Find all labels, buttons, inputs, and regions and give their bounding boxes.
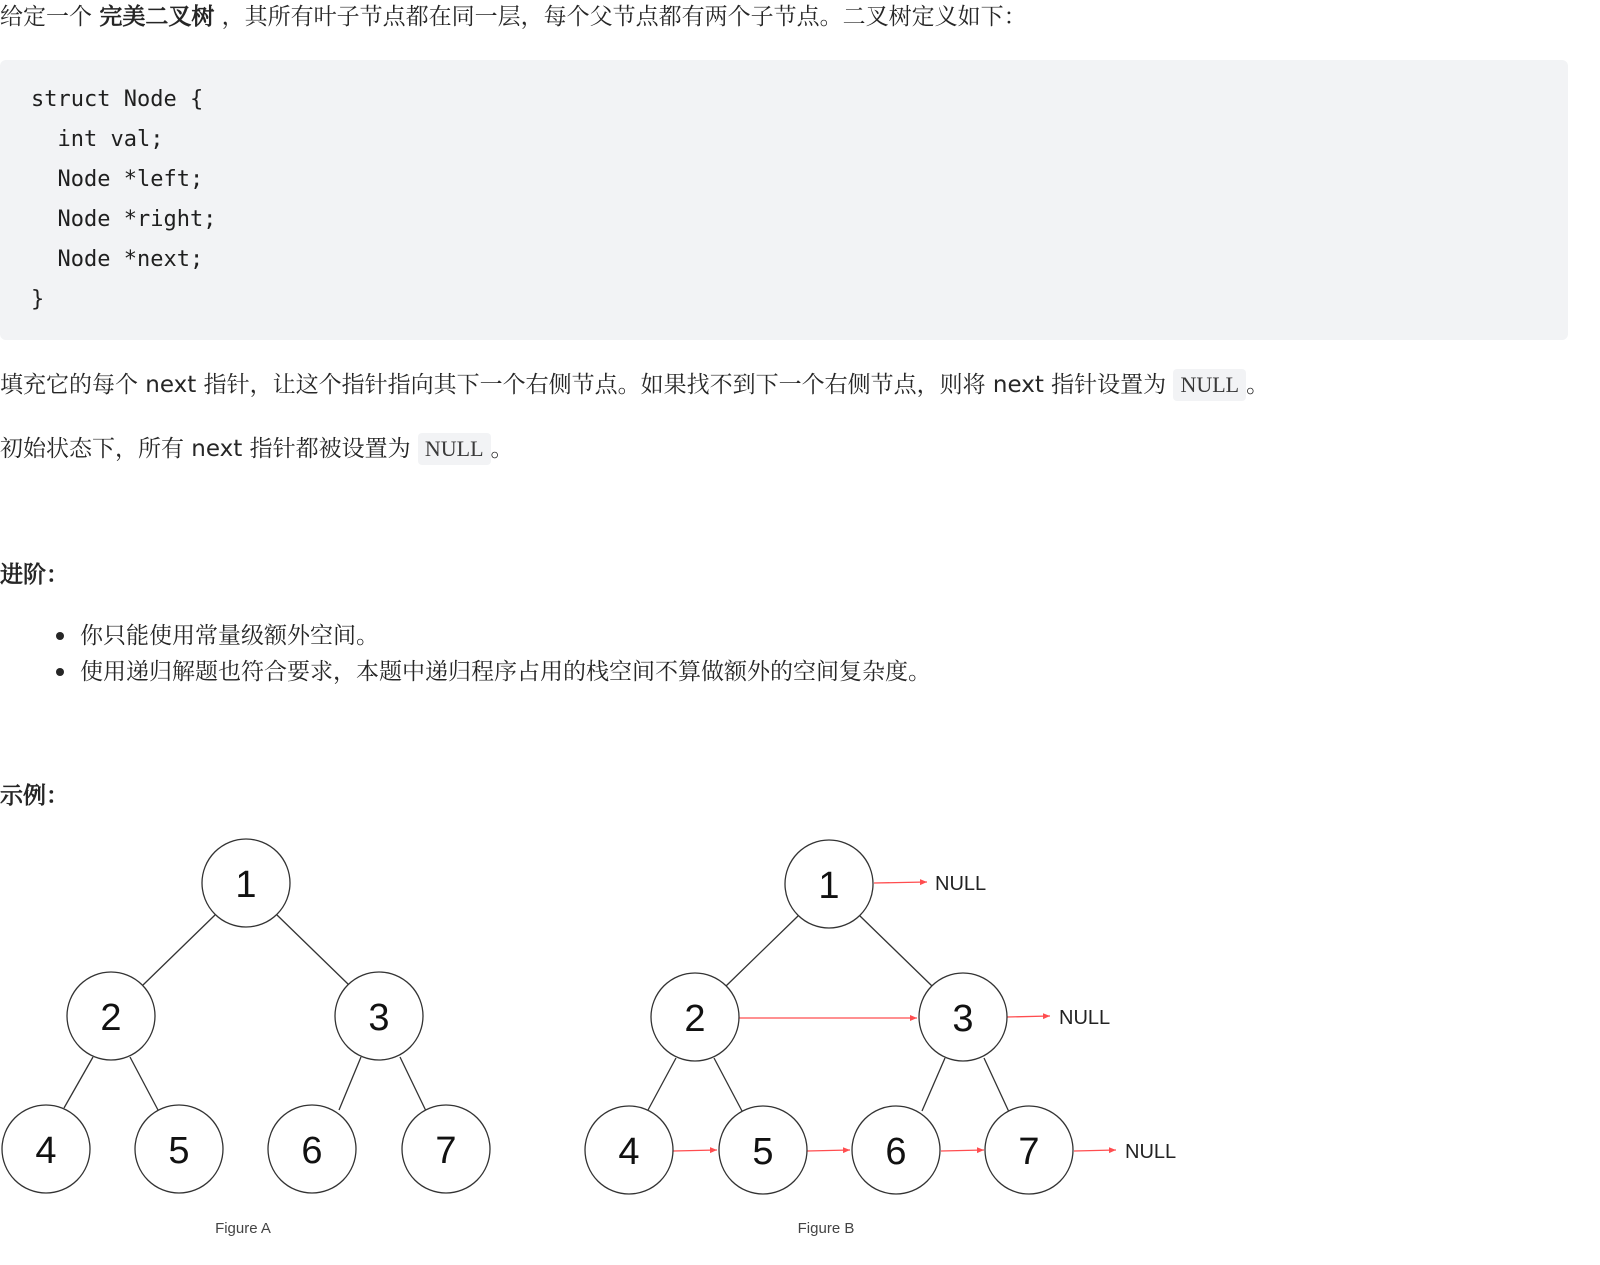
figure-a: [2, 839, 490, 1237]
paragraph-text: 初始状态下，所有 next 指针都被设置为: [0, 436, 411, 462]
inline-code-null: NULL: [418, 433, 491, 465]
tree-node: [985, 1106, 1073, 1194]
code-block: [0, 60, 1568, 340]
intro-suffix: ，其所有叶子节点都在同一层，每个父节点都有两个子节点。二叉树定义如下：: [221, 4, 1027, 30]
tree-edge: [648, 1058, 676, 1110]
example-heading: 示例：: [0, 783, 69, 809]
figure-caption: Figure A: [215, 1220, 271, 1237]
node-label: 1: [235, 864, 257, 906]
tree-edge: [400, 1057, 426, 1111]
tree-node: [202, 839, 290, 927]
node-label: 1: [818, 865, 840, 907]
tree-node: [67, 972, 155, 1060]
node-label: 2: [100, 997, 122, 1039]
tree-edge: [726, 916, 798, 986]
paragraph-end: 。: [1246, 372, 1270, 398]
tree-edge: [130, 1057, 158, 1110]
tree-node: [135, 1105, 223, 1193]
tree-node: [335, 972, 423, 1060]
next-pointer-arrow: [1007, 1016, 1050, 1017]
tree-node: [785, 840, 873, 928]
paragraph-end: 。: [490, 436, 514, 462]
node-label: 3: [368, 997, 390, 1039]
next-pointer-paragraph: [0, 368, 1269, 402]
list-item: 你只能使用常量级额外空间。: [80, 618, 931, 654]
node-label: 5: [168, 1130, 190, 1172]
example-figures: [0, 820, 1200, 1250]
inline-code-null: NULL: [1173, 369, 1246, 401]
tree-edge: [984, 1058, 1009, 1112]
figure-caption: Figure B: [797, 1220, 855, 1237]
tree-edge: [64, 1057, 93, 1108]
figure-b: [585, 840, 1176, 1237]
tree-edge: [860, 916, 932, 986]
code-line: struct Node {: [31, 87, 204, 112]
tree-edge: [922, 1058, 945, 1111]
tree-node: [2, 1105, 90, 1193]
node-label: 6: [885, 1131, 907, 1173]
node-label: 4: [35, 1130, 57, 1172]
code-line: Node *right;: [31, 207, 217, 232]
next-pointer-arrow: [807, 1150, 850, 1151]
null-label: NULL: [935, 873, 987, 895]
next-pointer-arrow: [673, 1150, 717, 1151]
tree-edge: [143, 915, 215, 985]
code-line: int val;: [31, 127, 164, 152]
node-label: 2: [684, 998, 706, 1040]
null-label: NULL: [1059, 1007, 1111, 1029]
tree-edge: [714, 1058, 742, 1111]
tree-node: [919, 973, 1007, 1061]
node-label: 3: [952, 998, 974, 1040]
node-label: 5: [752, 1131, 774, 1173]
code-line: Node *next;: [31, 247, 204, 272]
node-label: 7: [1018, 1131, 1040, 1173]
next-pointer-arrow: [1074, 1150, 1116, 1151]
next-pointer-arrow: [874, 882, 927, 883]
tree-edge: [277, 915, 349, 985]
intro-prefix: 给定一个: [0, 4, 92, 30]
tree-node: [268, 1105, 356, 1193]
tree-node: [585, 1106, 673, 1194]
code-line: Node *left;: [31, 167, 204, 192]
list-item: 使用递归解题也符合要求，本题中递归程序占用的栈空间不算做额外的空间复杂度。: [80, 654, 931, 690]
tree-node: [719, 1106, 807, 1194]
null-label: NULL: [1125, 1141, 1177, 1163]
advanced-list: [0, 618, 931, 690]
tree-node: [852, 1106, 940, 1194]
intro-emphasis: 完美二叉树: [99, 4, 215, 30]
next-pointer-arrow: [941, 1150, 984, 1151]
advanced-heading: 进阶：: [0, 562, 69, 588]
code-line: }: [31, 287, 45, 312]
node-label: 6: [301, 1130, 323, 1172]
tree-node: [402, 1105, 490, 1193]
paragraph-text: 填充它的每个 next 指针，让这个指针指向其下一个右侧节点。如果找不到下一个右侧节点，则将 next 指针设置为: [0, 372, 1167, 398]
tree-edge: [339, 1057, 361, 1110]
node-label: 4: [618, 1131, 640, 1173]
intro-paragraph: [0, 0, 1027, 34]
initial-state-paragraph: [0, 432, 514, 466]
tree-node: [651, 973, 739, 1061]
node-label: 7: [435, 1130, 457, 1172]
